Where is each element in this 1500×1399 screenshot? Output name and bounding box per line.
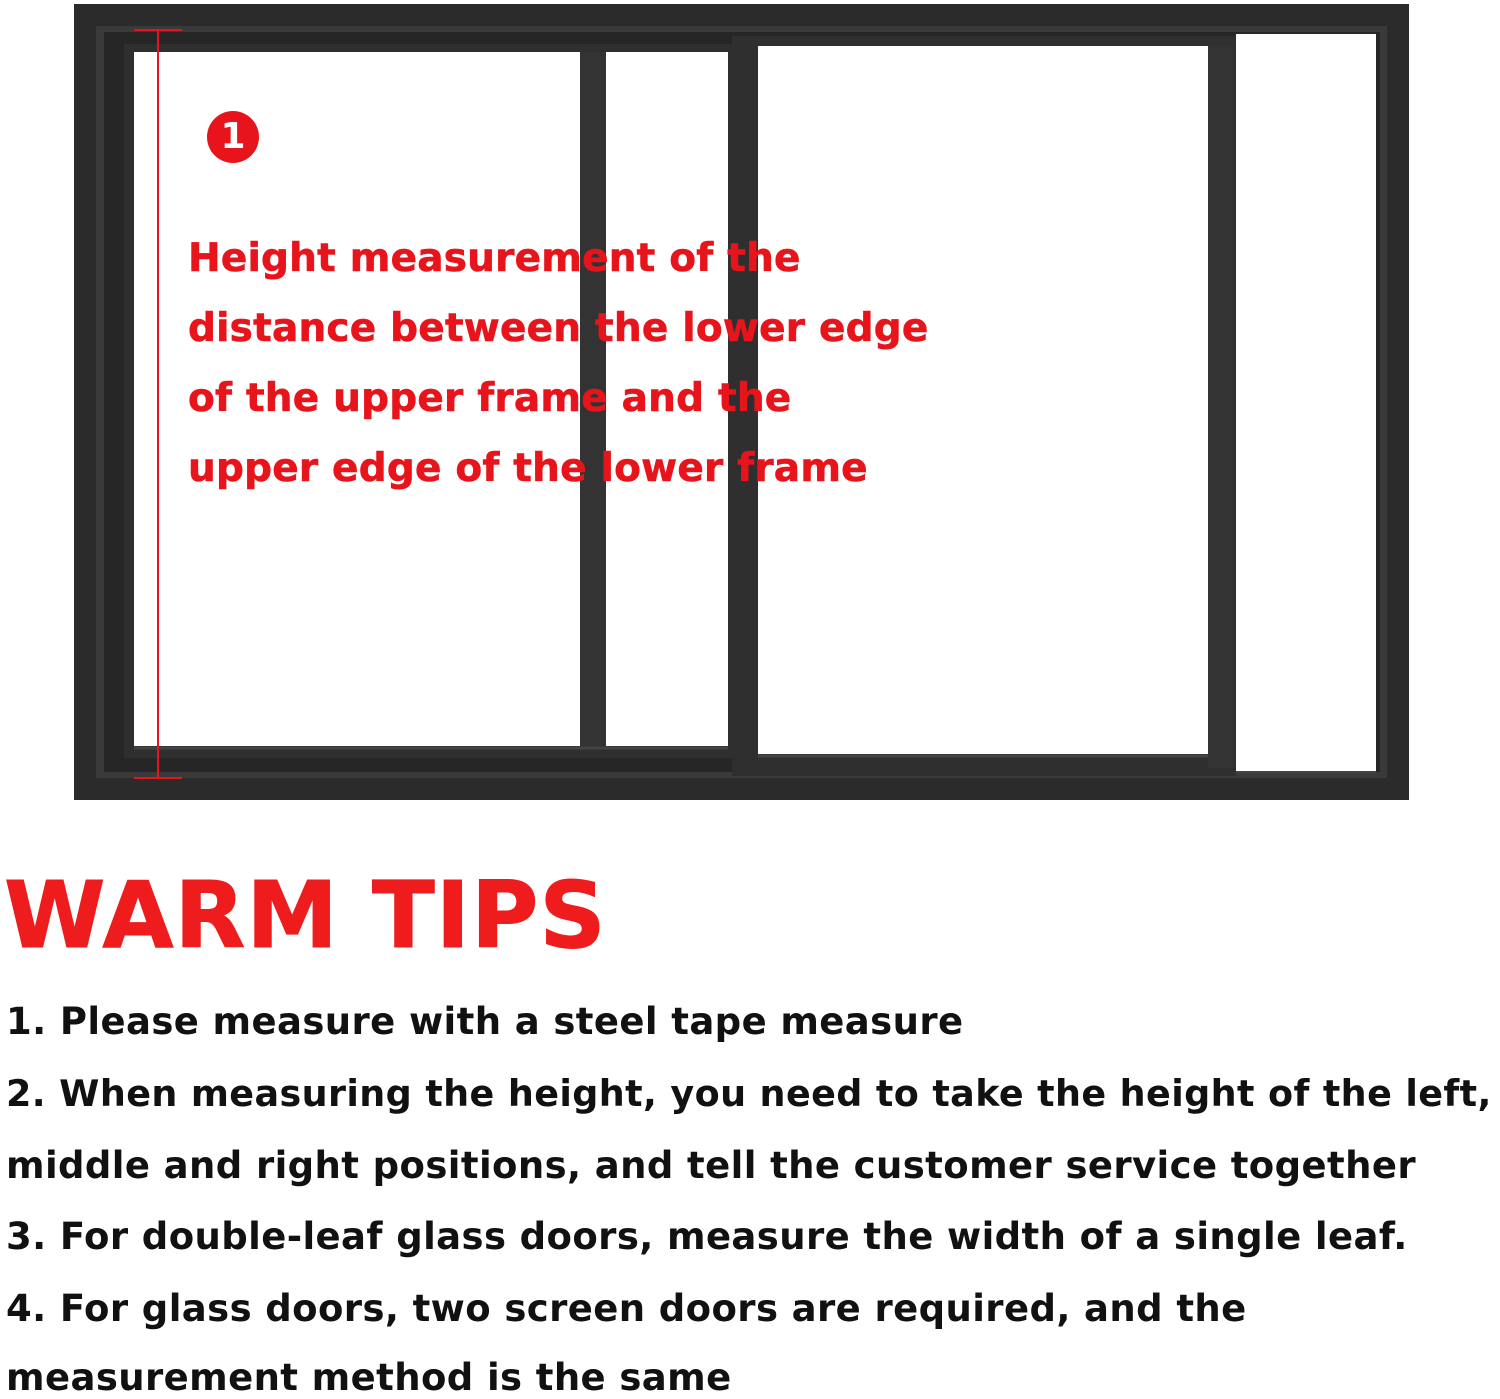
tip-line-1: 1. Please measure with a steel tape measure (6, 1000, 964, 1043)
right-sash-stile (1208, 46, 1234, 768)
annotation-line-1: Height measurement of the (188, 236, 801, 281)
warm-tips-heading: WARM TIPS (4, 862, 607, 969)
annotation-line-2: distance between the lower edge (188, 306, 929, 351)
tip-line-2: 2. When measuring the height, you need to take the height of the left, (6, 1072, 1492, 1115)
tip-line-5: 4. For glass doors, two screen doors are required, and the (6, 1287, 1247, 1330)
right-sash-glass (758, 46, 1208, 754)
annotation-line-4: upper edge of the lower frame (188, 446, 868, 491)
tip-line-3: middle and right positions, and tell the customer service together (6, 1144, 1416, 1187)
tip-line-4: 3. For double-leaf glass doors, measure the width of a single leaf. (6, 1215, 1408, 1258)
right-fixed-glass (1236, 34, 1376, 772)
tip-line-6: measurement method is the same (6, 1356, 732, 1399)
annotation-line-3: of the upper frame and the (188, 376, 792, 421)
step-number-badge: 1 (207, 111, 259, 163)
